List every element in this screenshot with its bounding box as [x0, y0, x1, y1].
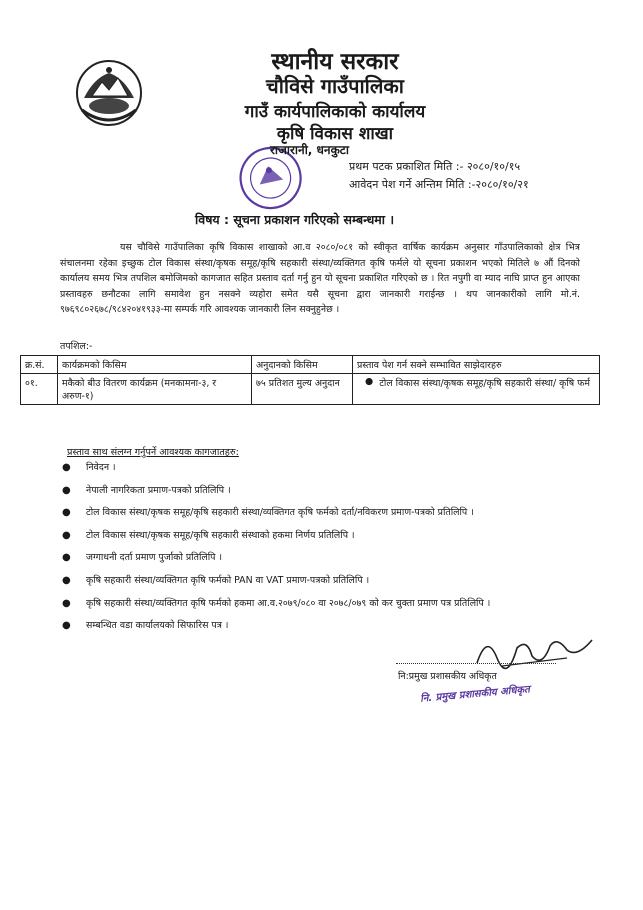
- partners-bullet: [357, 376, 595, 389]
- list-item: [62, 484, 597, 498]
- list-item: [62, 551, 597, 565]
- header-line-4: कृषि विकास शाखा: [276, 124, 394, 144]
- signature-line: [396, 663, 556, 664]
- bullet-icon: ●: [62, 597, 71, 609]
- bullet-icon: ●: [62, 484, 71, 496]
- doc-text: सम्बन्धित वडा कार्यालयको सिफारिस पत्र ।: [86, 620, 229, 632]
- bullet-icon: ●: [62, 507, 71, 519]
- notice-body: [60, 240, 580, 318]
- col-header-grant: अनुदानको किसिम: [252, 356, 353, 374]
- doc-text: जग्गाधनी दर्ता प्रमाण पुर्जाको प्रतिलिपि ।: [86, 552, 223, 564]
- designation-stamp: नि. प्रमुख प्रशासकीय अधिकृत: [419, 684, 531, 705]
- last-apply-date: आवेदन पेश गर्ने अन्तिम मिति :-२०८०/१०/२१: [349, 178, 529, 191]
- col-header-program: कार्यक्रमको किसिम: [58, 356, 252, 374]
- list-item: [62, 461, 597, 475]
- doc-text: टोल विकास संस्था/कृषक समूह/कृषि सहकारी संस्था/व्यक्तिगत कृषि फर्मको दर्ता/नविकरण प्रमाण-पत्रको प्रतिलिपि ।: [86, 507, 474, 519]
- bullet-icon: ●: [365, 376, 374, 387]
- docs-list: [62, 461, 597, 642]
- bullet-icon: ●: [62, 462, 71, 473]
- cell-grant: ७५ प्रतिशत मुल्य अनुदान: [252, 374, 353, 405]
- header-line-1: स्थानीय सरकार: [271, 49, 399, 75]
- partners-text: टोल विकास संस्था/कृषक समूह/कृषि सहकारी संस्था/ कृषि फर्म: [379, 378, 590, 389]
- address: राजारानी, धनकुटा: [270, 143, 349, 157]
- subject-line: विषय : सूचना प्रकाशन गरिएको सम्बन्धमा ।: [195, 212, 395, 227]
- list-item: [62, 529, 597, 543]
- bullet-icon: ●: [62, 529, 71, 541]
- doc-text: नेपाली नागरिकता प्रमाण-पत्रको प्रतिलिपि ।: [86, 484, 231, 496]
- cell-partners: [353, 374, 600, 405]
- tapasil-label: तपशिल:-: [60, 341, 93, 352]
- nepal-emblem-icon: [74, 58, 144, 128]
- col-header-partners: प्रस्ताव पेश गर्न सक्ने सम्भावित साझेदारहरु: [353, 356, 600, 374]
- published-date: प्रथम पटक प्रकाशित मिति :- २०८०/१०/१५: [349, 160, 521, 173]
- table-header-row: [21, 356, 600, 374]
- bullet-icon: ●: [62, 552, 71, 564]
- list-item: [62, 574, 597, 588]
- list-item: [62, 597, 597, 611]
- header-line-3: गाउँ कार्यपालिकाको कार्यालय: [244, 102, 426, 122]
- handwritten-signature-icon: [472, 628, 597, 673]
- header-line-2: चौविसे गाउँपालिका: [266, 74, 404, 98]
- doc-text: निवेदन ।: [86, 462, 116, 473]
- program-table: [20, 355, 600, 405]
- cell-program: मकैको बीउ वितरण कार्यक्रम (मनकामना-३, र अरुण-१): [58, 374, 252, 405]
- docs-title: प्रस्ताव साथ संलग्न गर्नुपर्ने आवश्यक कागजातहरु:: [67, 447, 239, 458]
- cell-sn: ०१.: [21, 374, 58, 405]
- bullet-icon: ●: [62, 620, 71, 632]
- col-header-sn: क्र.सं.: [21, 356, 58, 374]
- list-item: [62, 506, 597, 520]
- bullet-icon: ●: [62, 574, 71, 586]
- doc-text: टोल विकास संस्था/कृषक समूह/कृषि सहकारी संस्थाको हकमा निर्णय प्रतिलिपि ।: [86, 529, 355, 541]
- doc-text: कृषि सहकारी संस्था/व्यक्तिगत कृषि फर्मको PAN वा VAT प्रमाण-पत्रको प्रतिलिपि ।: [86, 574, 370, 586]
- table-row: [21, 374, 600, 405]
- signatory-designation: नि:प्रमुख प्रशासकीय अधिकृत: [398, 671, 497, 682]
- body-text: यस चौविसे गाउँपालिका कृषि विकास शाखाको आ.व २०८०/०८१ को स्वीकृत वार्षिक कार्यक्रम अनुसार गाँउपालिकाको क्षेत्र भित्र संचालनमा रहेका इच्छुक टोल विकास संस्था/कृषक समूह/कृषि सहकारी संस्था/व्यक्तिगत कृषि फर्मले यो सूचना प्रकाशन भएको मितिले ७ औं दिनको कार्यालय समय भित्र तपशिल बमोजिमको कागजात सहित प्रस्ताव दर्ता गर्नु हुन यो सूचना प्रकाशित गरिएको छ । रित नपुगी वा म्याद नाघि प्राप्त हुन आएका प्रस्तावहरु छनौटका लागि समावेश हुन नसक्ने व्यहोरा समेत यसै सूचना द्वारा जानकारी गराईन्छ । थप जानकारीको लागि मो.नं. ९७६९८०२६७८/९८४२०४१९३३-मा सम्पर्क गरि आवश्यक जानकारी लिन सक्नुहुनेछ ।: [60, 242, 580, 316]
- doc-text: कृषि सहकारी संस्था/व्यक्तिगत कृषि फर्मको हकमा आ.व.२०७९/०८० वा २०७८/०७९ को कर चुक्ता प्रमाण पत्र प्रतिलिपि ।: [86, 597, 491, 609]
